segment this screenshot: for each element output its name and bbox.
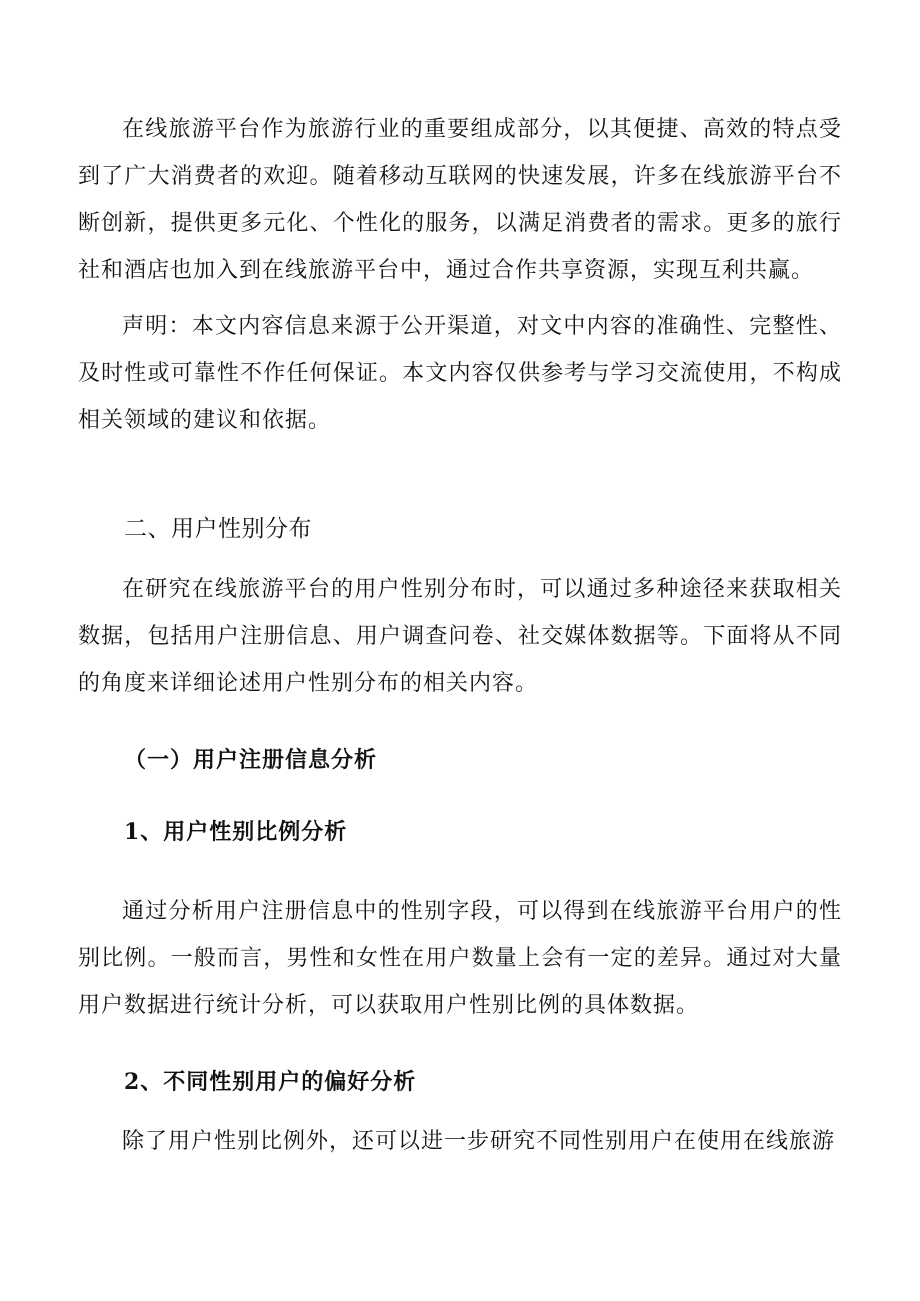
subsection-heading-registration-analysis: （一）用户注册信息分析: [124, 747, 378, 773]
intro-paragraph: 在线旅游平台作为旅游行业的重要组成部分，以其便捷、高效的特点受到了广大消费者的欢迎。随着移动互联网的快速发展，许多在线旅游平台不断创新，提供更多元化、个性化的服务，以满足消费者的需求。更多的旅行社和酒店也加入到在线旅游平台中，通过合作共享资源，实现互利共赢。: [78, 117, 842, 283]
gender-ratio-paragraph: 通过分析用户注册信息中的性别字段，可以得到在线旅游平台用户的性别比例。一般而言，男性和女性在用户数量上会有一定的差异。通过对大量用户数据进行统计分析，可以获取用户性别比例的具体数据。: [78, 899, 842, 1018]
item-heading-gender-ratio: 1、用户性别比例分析: [124, 819, 348, 845]
item-heading-gender-preference: 2、不同性别用户的偏好分析: [124, 1069, 417, 1095]
disclaimer-paragraph: 声明：本文内容信息来源于公开渠道，对文中内容的准确性、完整性、及时性或可靠性不作任何保证。本文内容仅供参考与学习交流使用，不构成相关领域的建议和依据。: [78, 314, 842, 433]
section-intro-paragraph: 在研究在线旅游平台的用户性别分布时，可以通过多种途径来获取相关数据，包括用户注册信息、用户调查问卷、社交媒体数据等。下面将从不同的角度来详细论述用户性别分布的相关内容。: [78, 577, 842, 696]
gender-preference-paragraph: 除了用户性别比例外，还可以进一步研究不同性别用户在使用在线旅游: [122, 1129, 836, 1154]
section-heading-gender-distribution: 二、用户性别分布: [124, 516, 312, 542]
